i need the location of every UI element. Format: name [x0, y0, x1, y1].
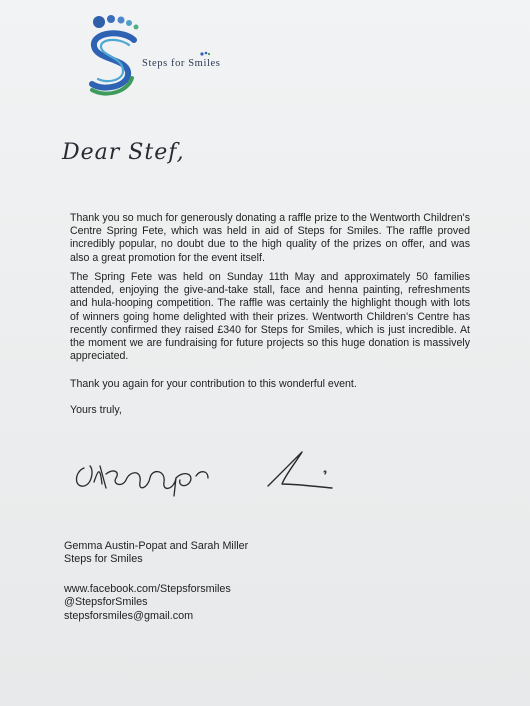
- salutation: Dear Stef,: [62, 140, 185, 165]
- closing: Yours truly,: [70, 404, 122, 416]
- contact-details: [64, 583, 364, 623]
- signature-1: [70, 448, 230, 498]
- email-address: stepsforsmiles@gmail.com: [64, 609, 194, 622]
- signoff-names: Gemma Austin-Popat and Sarah Miller: [64, 540, 249, 552]
- facebook-url: www.facebook.com/Stepsforsmiles: [64, 583, 231, 595]
- signoff: [64, 540, 364, 567]
- brand-name: Steps for Smiles: [142, 58, 221, 69]
- signoff-organisation: Steps for Smiles: [64, 553, 143, 566]
- steps-for-smiles-logo-icon: [82, 12, 232, 98]
- body-paragraph-3: Thank you again for your contribution to this wonderful event.: [70, 378, 357, 390]
- signature-2: [262, 448, 348, 498]
- body-paragraph-2: The Spring Fete was held on Sunday 11th May and approximately 50 families attended, enjoying the give-and-take stall, face and henna painting, refreshments and hula-hooping competition. The raffle was certainly the highlight though with lots of winners going home delighted with their prizes. Wentworth Children's Centre has recently confirmed they raised £340 for Steps for Smiles, which is just incredible. At the moment we are fundraising for future projects so this huge donation is massively appreciated.: [70, 271, 470, 363]
- body-paragraph-1: Thank you so much for generously donating a raffle prize to the Wentworth Children's Centre Spring Fete, which was held in aid of Steps for Smiles. The raffle proved incredibly popular, no doubt due to the high quality of the prizes on offer, and was also a great promotion for the event itself.: [70, 212, 470, 264]
- twitter-handle: @StepsforSmiles: [64, 596, 148, 609]
